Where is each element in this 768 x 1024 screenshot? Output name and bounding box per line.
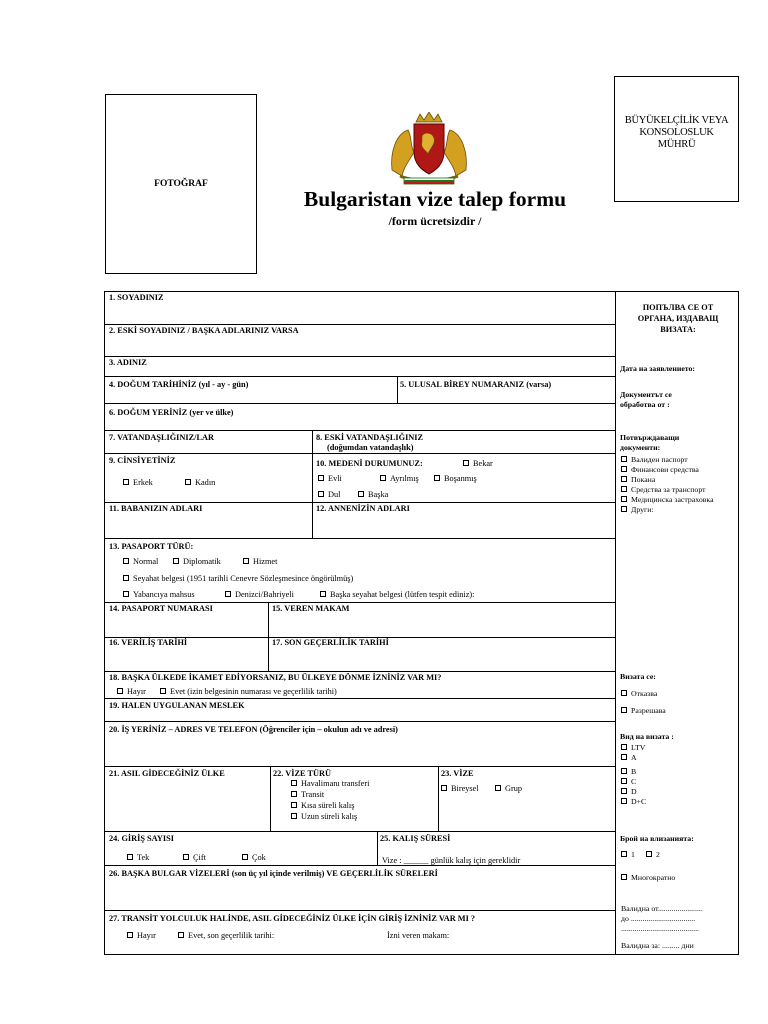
official-valid-to: до ................................. (621, 914, 696, 923)
field-destination-label: 21. ASIL GİDECEĞİNİZ ÜLKE (109, 769, 225, 778)
entries-2-option[interactable] (646, 850, 660, 859)
option-label: Yabancıya mahsus (133, 590, 195, 599)
checkbox[interactable] (123, 558, 129, 564)
option-label: Финансови средства (631, 465, 699, 474)
checkbox[interactable] (291, 802, 297, 808)
option-label: Валиден паспорт (631, 455, 688, 464)
checkbox[interactable] (621, 768, 627, 774)
official-heading-line: ПОПЪЛВА СЕ ОТ (642, 303, 714, 312)
checkbox[interactable] (291, 791, 297, 797)
passport-diplomatic-option[interactable] (173, 557, 221, 566)
entries-multiple-option[interactable] (242, 853, 266, 862)
gender-female-option[interactable] (185, 478, 215, 487)
option-label: Evli (328, 474, 342, 483)
visa-refused-option[interactable] (621, 689, 657, 698)
checkbox[interactable] (621, 476, 627, 482)
transit-entry-issuer: İzni veren makam: (387, 931, 450, 940)
option-label: Diplomatik (183, 557, 221, 566)
row-line (105, 356, 615, 357)
col-line (438, 766, 439, 831)
passport-alien-option[interactable] (123, 590, 195, 599)
seal-line-2: KONSOLOSLUK (639, 127, 714, 138)
option-label: Transit (301, 790, 325, 799)
row-line (105, 453, 615, 454)
checkbox[interactable] (178, 932, 184, 938)
option-label: Evet (izin belgesinin numarası ve geçerlilik tarihi) (170, 687, 337, 696)
visa-individual-option[interactable] (441, 784, 479, 793)
option-label: Uzun süreli kalış (301, 812, 358, 821)
field-expiry-date-label: 17. SON GEÇERLİLİK TARİHİ (272, 638, 389, 647)
checkbox[interactable] (621, 798, 627, 804)
option-label: Çift (193, 853, 206, 862)
checkbox[interactable] (621, 456, 627, 462)
row-line (105, 721, 615, 722)
option-label: Разрешава (631, 706, 666, 715)
field-birth-place-label: 6. DOĞUM YERİNİZ (yer ve ülke) (109, 408, 234, 417)
checkbox[interactable] (621, 851, 627, 857)
checkbox[interactable] (434, 475, 440, 481)
option-label: Средства за транспорт (631, 485, 706, 494)
checkbox[interactable] (621, 744, 627, 750)
seal-line-3: MÜHRÜ (657, 139, 696, 150)
checkbox[interactable] (463, 460, 469, 466)
row-line (105, 430, 615, 431)
doc-invitation-option[interactable] (621, 475, 655, 484)
passport-other-option[interactable] (320, 590, 474, 599)
checkbox[interactable] (127, 854, 133, 860)
checkbox[interactable] (621, 690, 627, 696)
doc-other-option[interactable] (621, 505, 654, 514)
option-label: Hayır (137, 931, 156, 940)
checkbox[interactable] (123, 575, 129, 581)
official-entries: Брой на влизанията: (620, 834, 694, 843)
checkbox[interactable] (173, 558, 179, 564)
field-entries-label: 24. GİRİŞ SAYISI (109, 834, 174, 843)
field-residence-return-label: 18. BAŞKA ÜLKEDE İKAMET EDİYORSANIZ, BU ÜLKEYE DÖNME İZNİNİZ VAR MI? (109, 673, 442, 682)
option-label: Erkek (133, 478, 153, 487)
option-label: Многократно (631, 873, 676, 882)
visa-type-ltv-option[interactable] (621, 743, 645, 752)
checkbox[interactable] (621, 486, 627, 492)
option-label: 2 (656, 850, 660, 859)
option-label: Havalimanı transferi (301, 779, 370, 788)
col-line (270, 766, 271, 831)
checkbox[interactable] (621, 707, 627, 713)
doc-passport-option[interactable] (621, 455, 688, 464)
official-application-date: Дата на заявлението: (620, 364, 696, 373)
checkbox[interactable] (621, 466, 627, 472)
visa-granted-option[interactable] (621, 706, 666, 715)
field-first-name-label: 3. ADINIZ (109, 358, 147, 367)
visa-type-c-option[interactable] (621, 777, 636, 786)
checkbox[interactable] (441, 785, 447, 791)
visa-transit-option[interactable] (291, 790, 324, 799)
checkbox[interactable] (621, 788, 627, 794)
checkbox[interactable] (621, 754, 627, 760)
option-label: Покана (631, 475, 656, 484)
field-issue-date-label: 16. VERİLİŞ TARİHİ (109, 638, 188, 647)
field-marital-status-label: 10. MEDENİ DURUMUNUZ: (316, 459, 423, 468)
transit-entry-no-option[interactable] (127, 931, 156, 940)
checkbox[interactable] (225, 591, 231, 597)
marital-divorced-option[interactable] (434, 474, 477, 483)
field-occupation-label: 19. HALEN UYGULANAN MESLEK (109, 701, 245, 710)
field-issuing-authority-label: 15. VEREN MAKAM (272, 604, 350, 613)
row-line (105, 403, 615, 404)
field-birth-date-label: 4. DOĞUM TARİHİNİZ (yıl - ay - gün) (109, 380, 249, 389)
visa-form-table (104, 291, 739, 955)
checkbox[interactable] (123, 479, 129, 485)
seal-line-1: BÜYÜKELÇİLİK VEYA (624, 115, 729, 126)
option-label: 1 (631, 850, 635, 859)
official-processed-by (620, 390, 672, 410)
official-visa-decision: Визата се: (620, 672, 656, 681)
seal-text (615, 115, 738, 151)
option-label: Evet, son geçerlilik tarihi: (188, 931, 275, 940)
field-national-id-label: 5. ULUSAL BİREY NUMARANIZ (varsa) (400, 380, 552, 389)
official-line: обработва от : (620, 400, 670, 409)
option-label: Grup (505, 784, 523, 793)
gender-male-option[interactable] (123, 478, 153, 487)
checkbox[interactable] (646, 851, 652, 857)
field-stay-duration-label: 25. KALIŞ SÜRESİ (380, 834, 451, 843)
official-use-heading (619, 302, 737, 335)
visa-type-b-option[interactable] (621, 767, 636, 776)
marital-married-option[interactable] (318, 474, 342, 483)
row-line (105, 766, 615, 767)
marital-single-option[interactable] (463, 459, 493, 468)
field-nationality-label: 7. VATANDAŞLIĞINIZ/LAR (109, 433, 214, 442)
visa-short-stay-option[interactable] (291, 801, 354, 810)
visa-airport-transit-option[interactable] (291, 779, 369, 788)
option-label: Ayrılmış (390, 474, 419, 483)
passport-refugee-option[interactable] (123, 574, 353, 583)
official-heading-line: ВИЗАТА: (660, 325, 696, 334)
doc-funds-option[interactable] (621, 465, 699, 474)
option-label: Dul (328, 490, 341, 499)
field-former-nationality-label: 8. ESKİ VATANDAŞLIĞINIZ (316, 433, 424, 442)
row-line (105, 324, 615, 325)
official-valid-days: Валидна за: ......... дни (621, 941, 694, 950)
official-valid-from: Валидна от....................... (621, 904, 703, 913)
checkbox[interactable] (621, 874, 627, 880)
option-label: Медицинска застраховка (631, 495, 714, 504)
checkbox[interactable] (185, 479, 191, 485)
official-line: Документът се (620, 390, 672, 399)
checkbox[interactable] (291, 780, 297, 786)
option-label: Отказва (631, 689, 658, 698)
option-label: Други: (631, 505, 654, 514)
field-passport-type-label: 13. PASAPORT TÜRÜ: (109, 542, 194, 551)
option-label: Bireysel (451, 784, 479, 793)
option-label: Seyahat belgesi (1951 tarihli Cenevre Sözleşmesince öngörülmüş) (133, 574, 354, 583)
option-label: Denizci/Bahriyeli (235, 590, 294, 599)
visa-type-dc-option[interactable] (621, 797, 646, 806)
checkbox[interactable] (127, 932, 133, 938)
checkbox[interactable] (318, 475, 324, 481)
col-line (397, 376, 398, 403)
option-label: Hayır (127, 687, 146, 696)
field-father-name-label: 11. BABANIZIN ADLARI (109, 504, 203, 513)
visa-group-option[interactable] (495, 784, 522, 793)
checkbox[interactable] (242, 854, 248, 860)
col-line (312, 430, 313, 538)
entries-single-option[interactable] (127, 853, 149, 862)
checkbox[interactable] (320, 591, 326, 597)
field-employer-label: 20. İŞ YERİNİZ – ADRES VE TELEFON (Öğrenciler için – okulun adı ve adresi) (109, 725, 398, 734)
entries-double-option[interactable] (183, 853, 206, 862)
option-label: Başka seyahat belgesi (lütfen tespit ediniz): (330, 590, 475, 599)
field-passport-number-label: 14. PASAPORT NUMARASI (109, 604, 213, 613)
checkbox[interactable] (183, 854, 189, 860)
marital-other-option[interactable] (358, 490, 388, 499)
visa-type-a-option[interactable] (621, 753, 637, 762)
marital-widowed-option[interactable] (318, 490, 340, 499)
checkbox[interactable] (380, 475, 386, 481)
option-label: Başka (368, 490, 389, 499)
field-transit-entry-label: 27. TRANSİT YOLCULUK HALİNDE, ASIL GİDECEĞİNİZ ÜLKE İÇİN GİRİŞ İZNİNİZ VAR MI ? (109, 914, 476, 923)
residence-return-no-option[interactable] (117, 687, 146, 696)
visa-type-d-option[interactable] (621, 787, 637, 796)
option-label: B (631, 767, 637, 776)
option-label: Kısa süreli kalış (301, 801, 355, 810)
doc-insurance-option[interactable] (621, 495, 714, 504)
row-line (105, 602, 615, 603)
option-label: Hizmet (253, 557, 278, 566)
checkbox[interactable] (318, 491, 324, 497)
option-label: Çok (252, 853, 266, 862)
photo-label: FOTOĞRAF (154, 179, 208, 189)
official-heading-line: ОРГАНА, ИЗДАВАЩ (637, 314, 719, 323)
row-line (105, 671, 615, 672)
official-line: документи: (620, 443, 661, 452)
residence-return-yes-option[interactable] (160, 687, 337, 696)
row-line (105, 910, 615, 911)
col-line (268, 602, 269, 671)
option-label: LTV (631, 743, 646, 752)
checkbox[interactable] (291, 813, 297, 819)
entries-1-option[interactable] (621, 850, 635, 859)
passport-service-option[interactable] (243, 557, 277, 566)
official-column-divider (615, 292, 616, 954)
option-label: Bekar (473, 459, 493, 468)
option-label: Boşanmış (444, 474, 477, 483)
option-label: Tek (137, 853, 150, 862)
checkbox[interactable] (621, 506, 627, 512)
option-label: Normal (133, 557, 159, 566)
row-line (105, 538, 615, 539)
row-line (105, 698, 615, 699)
option-label: A (631, 753, 637, 762)
transit-entry-yes-option[interactable] (178, 931, 274, 940)
bulgarian-coat-of-arms-icon (386, 112, 472, 186)
official-supporting-docs (620, 433, 679, 453)
checkbox[interactable] (621, 778, 627, 784)
stay-duration-text: Vize : ______ günlük kalış için gereklidir (382, 856, 521, 865)
passport-seaman-option[interactable] (225, 590, 294, 599)
col-line (377, 831, 378, 865)
passport-normal-option[interactable] (123, 557, 158, 566)
checkbox[interactable] (123, 591, 129, 597)
embassy-seal-box (614, 76, 739, 202)
field-gender-label: 9. CİNSİYETİNİZ (109, 456, 176, 465)
option-label: Kadın (195, 478, 216, 487)
row-line (105, 865, 615, 866)
doc-transport-option[interactable] (621, 485, 706, 494)
field-former-surname-label: 2. ESKİ SOYADINIZ / BAŞKA ADLARINIZ VARSA (109, 326, 299, 335)
checkbox[interactable] (243, 558, 249, 564)
field-mother-name-label: 12. ANNENİZİN ADLARI (316, 504, 410, 513)
photo-box (105, 94, 257, 274)
field-previous-visas-label: 26. BAŞKA BULGAR VİZELERİ (son üç yıl içinde verilmiş) VE GEÇERLİLİK SÜRELERİ (109, 869, 438, 878)
field-visa-label: 23. VİZE (441, 769, 474, 778)
checkbox[interactable] (117, 688, 123, 694)
row-line (105, 376, 615, 377)
checkbox[interactable] (358, 491, 364, 497)
field-visa-type-label: 22. VİZE TÜRÜ (273, 769, 332, 778)
row-line (105, 831, 615, 832)
field-surname-label: 1. SOYADINIZ (109, 293, 164, 302)
option-label: D+C (631, 797, 647, 806)
page-title: Bulgaristan vize talep formu (303, 187, 567, 211)
official-valid-dots: ........................................ (621, 924, 699, 933)
field-former-nationality-note: (doğumdan vatandaşlık) (327, 443, 414, 452)
official-visa-type: Вид на визата : (620, 732, 674, 741)
checkbox[interactable] (495, 785, 501, 791)
official-line: Потвърждаващи (620, 433, 680, 442)
entries-multiple-official-option[interactable] (621, 873, 675, 882)
row-line (105, 502, 615, 503)
marital-separated-option[interactable] (380, 474, 419, 483)
option-label: C (631, 777, 637, 786)
visa-long-stay-option[interactable] (291, 812, 357, 821)
checkbox[interactable] (160, 688, 166, 694)
option-label: D (631, 787, 637, 796)
page-subtitle: /form ücretsizdir / (388, 214, 482, 228)
checkbox[interactable] (621, 496, 627, 502)
